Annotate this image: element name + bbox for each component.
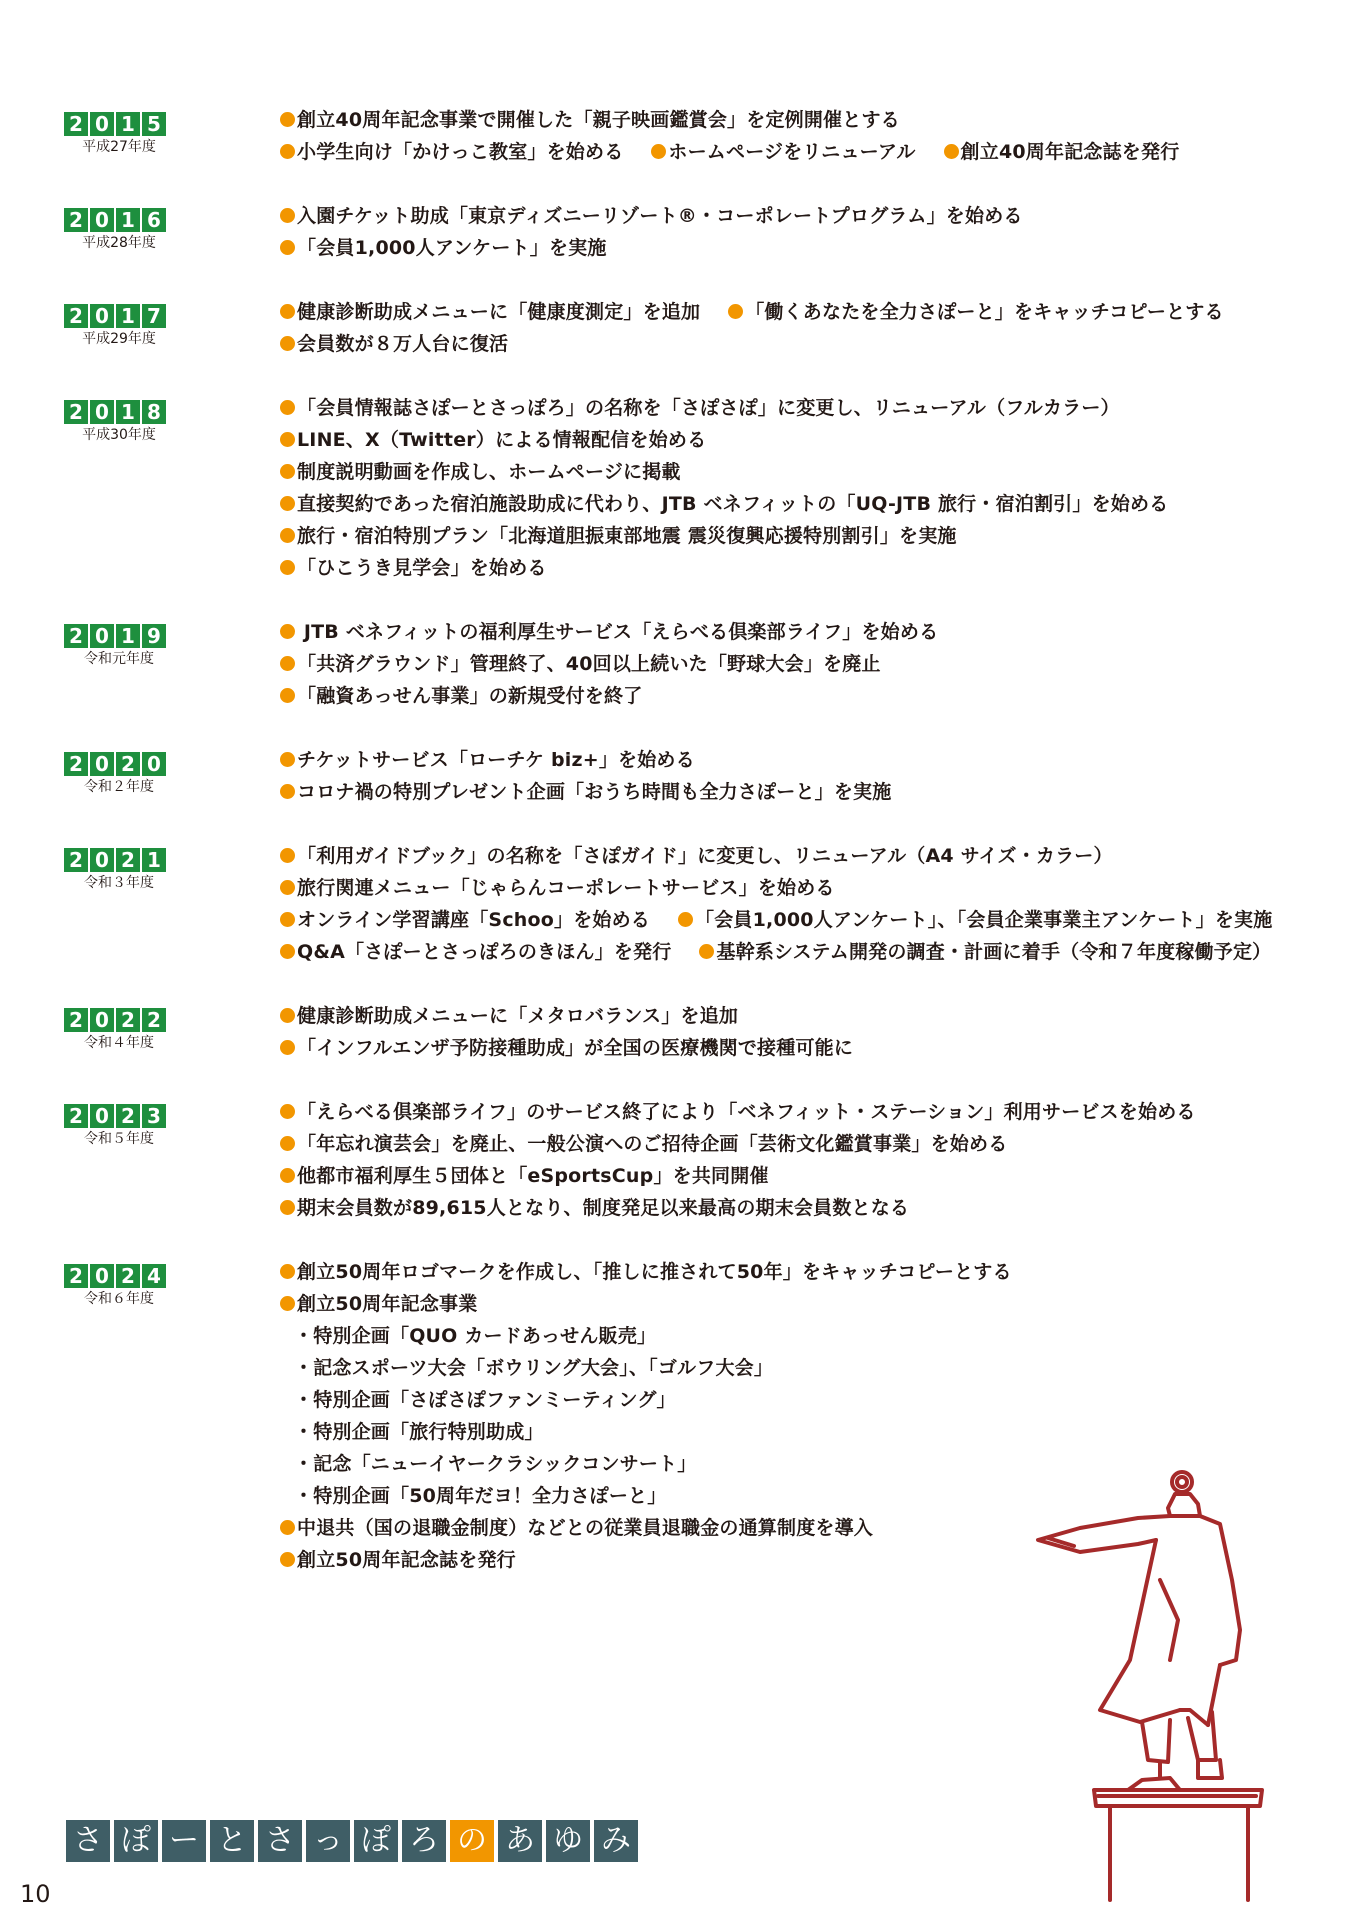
event-line: [280, 520, 1340, 552]
bullet-dot-icon: [944, 144, 959, 159]
year-digit: 2: [64, 112, 88, 136]
event-text: 創立50周年ロゴマークを作成し、「推しに推されて50年」をキャッチコピーとする: [297, 1261, 1012, 1283]
event-text: 「共済グラウンド」管理終了、40回以上続いた「野球大会」を廃止: [297, 653, 881, 675]
event-item: [280, 1160, 769, 1192]
event-item: [280, 776, 891, 808]
year-digit: 6: [142, 208, 166, 232]
year-digit: 0: [142, 752, 166, 776]
event-item: [280, 392, 1120, 424]
bullet-dot-icon: [280, 144, 295, 159]
event-text: 「働くあなたを全力さぽーと」をキャッチコピーとする: [745, 301, 1224, 323]
sub-event-text: ・特別企画「QUO カードあっせん販売」: [294, 1325, 657, 1347]
event-text: 基幹系システム開発の調査・計画に着手（令和７年度稼働予定）: [716, 941, 1272, 963]
bullet-dot-icon: [280, 1552, 295, 1567]
event-text: LINE、X（Twitter）による情報配信を始める: [297, 429, 707, 451]
bullet-dot-icon: [280, 656, 295, 671]
event-line: [280, 1128, 1340, 1160]
year-digit: 0: [90, 1104, 114, 1128]
event-line: [280, 1192, 1340, 1224]
event-text: JTB ベネフィットの福利厚生サービス「えらべる倶楽部ライフ」を始める: [297, 621, 939, 643]
bullet-dot-icon: [280, 432, 295, 447]
event-item: [280, 1000, 738, 1032]
event-text: 創立40周年記念誌を発行: [960, 141, 1180, 163]
era-label: 令和元年度: [84, 651, 154, 667]
event-item: [280, 1544, 516, 1576]
event-text: 「年忘れ演芸会」を廃止、一般公演へのご招待企画「芸術文化鑑賞事業」を始める: [297, 1133, 1008, 1155]
event-text: 「会員情報誌さぽーとさっぽろ」の名称を「さぽさぽ」に変更し、リニューアル（フルカラー）: [297, 397, 1120, 419]
year-digit: 0: [90, 400, 114, 424]
event-line: [280, 1160, 1340, 1192]
event-text: 健康診断助成メニューに「健康度測定」を追加: [297, 301, 701, 323]
year-digit: 2: [64, 400, 88, 424]
event-line: [280, 392, 1340, 424]
title-char: さ: [66, 1820, 110, 1862]
year-digit: 2: [116, 752, 140, 776]
bullet-dot-icon: [280, 400, 295, 415]
event-list: [280, 200, 1340, 264]
event-line: [280, 200, 1340, 232]
event-list: [280, 1096, 1340, 1224]
year-digit: 7: [142, 304, 166, 328]
statue-outline-icon: [1030, 1460, 1330, 1910]
era-label: 令和２年度: [84, 779, 154, 795]
year-digit: 5: [142, 112, 166, 136]
event-line: [280, 744, 1340, 776]
year-label: [64, 1264, 174, 1308]
bullet-dot-icon: [280, 1264, 295, 1279]
event-item: [280, 1128, 1007, 1160]
event-item: [280, 104, 900, 136]
year-digit: 8: [142, 400, 166, 424]
event-text: Q&A「さぽーとさっぽろのきほん」を発行: [297, 941, 672, 963]
event-text: 他都市福利厚生５団体と「eSportsCup」を共同開催: [297, 1165, 769, 1187]
title-char: み: [594, 1820, 638, 1862]
year-digit: 2: [116, 1104, 140, 1128]
event-item: [944, 136, 1180, 168]
event-list: [280, 616, 1340, 712]
bullet-dot-icon: [699, 944, 714, 959]
year-digit: 2: [116, 848, 140, 872]
event-text: 「ひこうき見学会」を始める: [297, 557, 547, 579]
event-item: [280, 200, 1023, 232]
event-line: [280, 328, 1340, 360]
event-line: [280, 456, 1340, 488]
bullet-dot-icon: [280, 912, 295, 927]
year-label: [64, 400, 174, 444]
event-item: [280, 616, 938, 648]
bullet-dot-icon: [280, 336, 295, 351]
era-label: 平成29年度: [82, 331, 156, 347]
bullet-dot-icon: [280, 304, 295, 319]
event-text: チケットサービス「ローチケ biz+」を始める: [297, 749, 695, 771]
event-item: [280, 552, 547, 584]
event-text: 創立50周年記念誌を発行: [297, 1549, 516, 1571]
event-text: 「会員1,000人アンケート」を実施: [297, 237, 607, 259]
bullet-dot-icon: [280, 1200, 295, 1215]
event-item: [280, 872, 835, 904]
year-digit: 2: [64, 624, 88, 648]
event-item: [651, 136, 915, 168]
sub-event-line: [280, 1384, 1340, 1416]
event-line: [280, 1000, 1340, 1032]
bullet-dot-icon: [280, 880, 295, 895]
event-line: [280, 1288, 1340, 1320]
year-digit: 1: [116, 112, 140, 136]
event-item: [280, 1512, 873, 1544]
sub-event-line: [280, 1416, 1340, 1448]
event-line: [280, 872, 1340, 904]
year-digit: 4: [142, 1264, 166, 1288]
title-char: の: [450, 1820, 494, 1862]
bullet-dot-icon: [280, 752, 295, 767]
event-text: ホームページをリニューアル: [668, 141, 916, 163]
year-label: [64, 1008, 174, 1052]
era-label: 平成27年度: [82, 139, 156, 155]
title-char: ぽ: [354, 1820, 398, 1862]
year-digit: 2: [64, 1264, 88, 1288]
event-item: [280, 328, 508, 360]
event-text: 小学生向け「かけっこ教室」を始める: [297, 141, 624, 163]
sub-event-line: [280, 1352, 1340, 1384]
event-text: 「インフルエンザ予防接種助成」が全国の医療機関で接種可能に: [297, 1037, 854, 1059]
era-label: 令和４年度: [84, 1035, 154, 1051]
year-label: [64, 624, 174, 668]
year-digit: 2: [64, 848, 88, 872]
event-text: 制度説明動画を作成し、ホームページに掲載: [297, 461, 681, 483]
year-digit: 2: [64, 1008, 88, 1032]
era-label: 平成28年度: [82, 235, 156, 251]
year-digit: 3: [142, 1104, 166, 1128]
sub-event-text: ・特別企画「旅行特別助成」: [294, 1421, 544, 1443]
event-text: 「会員1,000人アンケート」、「会員企業事業主アンケート」を実施: [695, 909, 1273, 931]
year-digit: 1: [142, 848, 166, 872]
year-digit: 2: [64, 752, 88, 776]
bullet-dot-icon: [280, 1296, 295, 1311]
bullet-dot-icon: [280, 1008, 295, 1023]
year-label: [64, 304, 174, 348]
year-digit: 2: [116, 1008, 140, 1032]
event-item: [280, 520, 957, 552]
era-label: 令和６年度: [84, 1291, 154, 1307]
year-digit: 1: [116, 208, 140, 232]
year-digit: 2: [116, 1264, 140, 1288]
year-label: [64, 1104, 174, 1148]
event-line: [280, 936, 1340, 968]
title-char: ー: [162, 1820, 206, 1862]
event-item: [280, 232, 607, 264]
year-label: [64, 208, 174, 252]
bullet-dot-icon: [280, 1136, 295, 1151]
bullet-dot-icon: [678, 912, 693, 927]
bullet-dot-icon: [280, 560, 295, 575]
event-line: [280, 1256, 1340, 1288]
event-item: [280, 1096, 1196, 1128]
event-item: [280, 744, 695, 776]
event-item: [678, 904, 1272, 936]
year-digit: 0: [90, 848, 114, 872]
title-char: ろ: [402, 1820, 446, 1862]
event-text: 入園チケット助成「東京ディズニーリゾート®・コーポレートプログラム」を始める: [297, 205, 1023, 227]
event-text: 創立40周年記念事業で開催した「親子映画鑑賞会」を定例開催とする: [297, 109, 900, 131]
bullet-dot-icon: [280, 624, 295, 639]
era-label: 平成30年度: [82, 427, 156, 443]
event-text: 旅行関連メニュー「じゃらんコーポレートサービス」を始める: [297, 877, 835, 899]
event-text: 旅行・宿泊特別プラン「北海道胆振東部地震 震災復興応援特別割引」を実施: [297, 525, 957, 547]
bullet-dot-icon: [280, 528, 295, 543]
event-line: [280, 680, 1340, 712]
year-digit: 1: [116, 400, 140, 424]
year-digit: 0: [90, 624, 114, 648]
year-digit: 0: [90, 112, 114, 136]
year-digit: 2: [64, 208, 88, 232]
bullet-dot-icon: [280, 1520, 295, 1535]
event-item: [280, 680, 642, 712]
event-line: [280, 648, 1340, 680]
event-item: [728, 296, 1223, 328]
event-line: [280, 1032, 1340, 1064]
event-item: [280, 456, 681, 488]
title-char: さ: [258, 1820, 302, 1862]
era-label: 令和３年度: [84, 875, 154, 891]
event-item: [280, 840, 1113, 872]
page-number: 10: [20, 1880, 51, 1908]
title-char: あ: [498, 1820, 542, 1862]
year-label: [64, 848, 174, 892]
bullet-dot-icon: [280, 1104, 295, 1119]
year-digit: 2: [64, 1104, 88, 1128]
event-line: [280, 488, 1340, 520]
event-line: [280, 424, 1340, 456]
year-digit: 1: [116, 304, 140, 328]
year-digit: 9: [142, 624, 166, 648]
event-item: [280, 1032, 853, 1064]
event-line: [280, 904, 1340, 936]
year-digit: 0: [90, 1264, 114, 1288]
event-text: 「えらべる倶楽部ライフ」のサービス終了により「ベネフィット・ステーション」利用サービスを始める: [297, 1101, 1196, 1123]
year-digit: 0: [90, 752, 114, 776]
event-text: 創立50周年記念事業: [297, 1293, 478, 1315]
bullet-dot-icon: [280, 208, 295, 223]
event-text: 中退共（国の退職金制度）などとの従業員退職金の通算制度を導入: [297, 1517, 874, 1539]
year-digit: 1: [116, 624, 140, 648]
event-list: [280, 840, 1340, 968]
bullet-dot-icon: [280, 1040, 295, 1055]
event-text: 直接契約であった宿泊施設助成に代わり、JTB ベネフィットの「UQ-JTB 旅行・宿泊割引」を始める: [297, 493, 1169, 515]
event-list: [280, 104, 1340, 168]
section-title-banner: [66, 1820, 638, 1862]
bullet-dot-icon: [280, 112, 295, 127]
event-text: 会員数が８万人台に復活: [297, 333, 509, 355]
event-item: [280, 136, 623, 168]
event-item: [699, 936, 1271, 968]
event-item: [280, 488, 1168, 520]
bullet-dot-icon: [728, 304, 743, 319]
event-text: 「利用ガイドブック」の名称を「さぽガイド」に変更し、リニューアル（A4 サイズ・カラー）: [297, 845, 1113, 867]
event-text: コロナ禍の特別プレゼント企画「おうち時間も全力さぽーと」を実施: [297, 781, 892, 803]
sub-event-text: ・特別企画「さぽさぽファンミーティング」: [294, 1389, 676, 1411]
bullet-dot-icon: [280, 944, 295, 959]
event-item: [280, 1256, 1012, 1288]
event-line: [280, 840, 1340, 872]
bullet-dot-icon: [280, 688, 295, 703]
sub-event-line: [280, 1320, 1340, 1352]
event-list: [280, 392, 1340, 584]
era-label: 令和５年度: [84, 1131, 154, 1147]
title-char: っ: [306, 1820, 350, 1862]
bullet-dot-icon: [651, 144, 666, 159]
event-list: [280, 744, 1340, 808]
event-item: [280, 648, 881, 680]
year-digit: 0: [90, 208, 114, 232]
sub-event-text: ・記念スポーツ大会「ボウリング大会」、「ゴルフ大会」: [294, 1357, 774, 1379]
event-item: [280, 424, 706, 456]
event-text: 「融資あっせん事業」の新規受付を終了: [297, 685, 643, 707]
event-text: オンライン学習講座「Schoo」を始める: [297, 909, 651, 931]
event-line: [280, 136, 1340, 168]
event-line: [280, 232, 1340, 264]
year-digit: 0: [90, 304, 114, 328]
year-digit: 2: [64, 304, 88, 328]
event-item: [280, 1192, 909, 1224]
event-item: [280, 936, 671, 968]
event-line: [280, 552, 1340, 584]
bullet-dot-icon: [280, 464, 295, 479]
year-digit: 2: [142, 1008, 166, 1032]
bullet-dot-icon: [280, 496, 295, 511]
bullet-dot-icon: [280, 848, 295, 863]
sub-event-text: ・特別企画「50周年だヨ！全力さぽーと」: [294, 1485, 667, 1507]
event-list: [280, 1000, 1340, 1064]
title-char: ゆ: [546, 1820, 590, 1862]
year-label: [64, 112, 174, 156]
bullet-dot-icon: [280, 1168, 295, 1183]
event-text: 健康診断助成メニューに「メタロバランス」を追加: [297, 1005, 739, 1027]
sub-event-text: ・記念「ニューイヤークラシックコンサート」: [294, 1453, 697, 1475]
event-item: [280, 296, 700, 328]
event-text: 期末会員数が89,615人となり、制度発足以来最高の期末会員数となる: [297, 1197, 910, 1219]
event-line: [280, 296, 1340, 328]
event-line: [280, 616, 1340, 648]
title-char: と: [210, 1820, 254, 1862]
event-line: [280, 1096, 1340, 1128]
event-line: [280, 776, 1340, 808]
event-line: [280, 104, 1340, 136]
event-item: [280, 904, 650, 936]
title-char: ぽ: [114, 1820, 158, 1862]
event-item: [280, 1288, 477, 1320]
year-digit: 0: [90, 1008, 114, 1032]
bullet-dot-icon: [280, 240, 295, 255]
year-label: [64, 752, 174, 796]
event-list: [280, 296, 1340, 360]
bullet-dot-icon: [280, 784, 295, 799]
